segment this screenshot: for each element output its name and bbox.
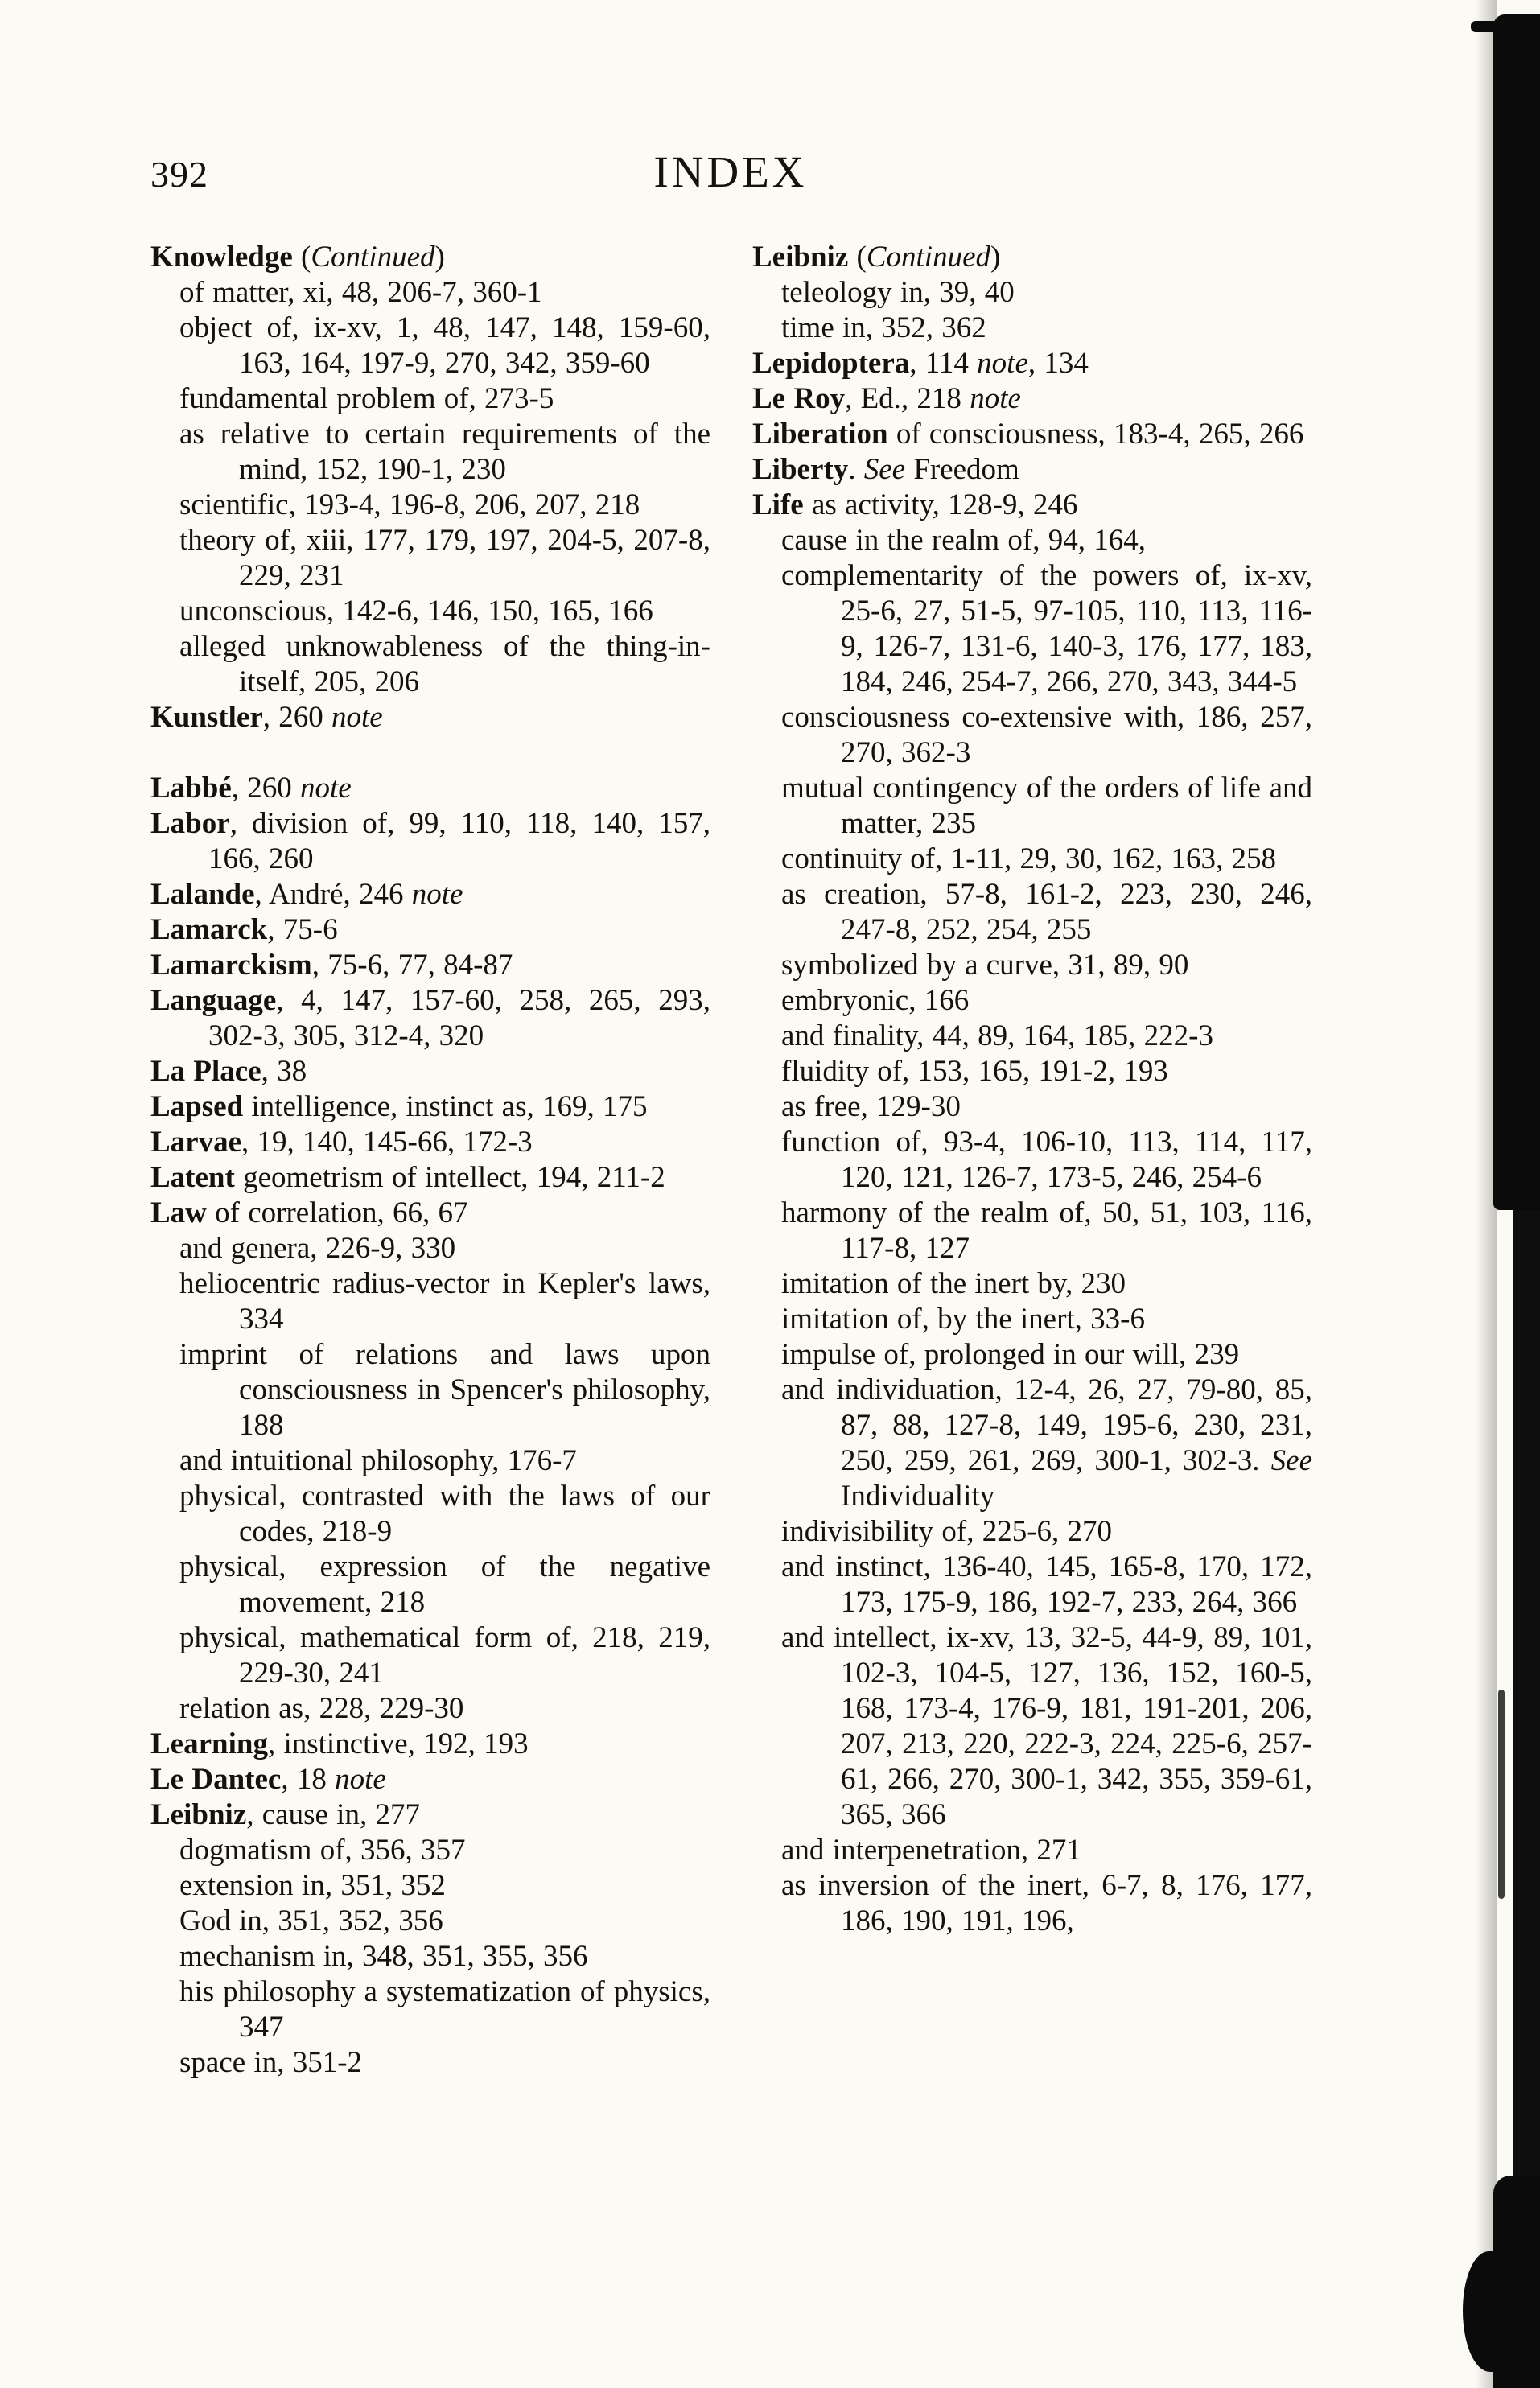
index-entry-text: space in, 351-2 (179, 2046, 363, 2079)
index-entry-text: heliocentric radius-vector in Kepler's laws, 334 (179, 1267, 710, 1336)
index-column-right (752, 240, 1312, 2081)
index-entry (150, 1337, 710, 1443)
index-entry (150, 948, 710, 983)
index-entry-text: theory of, xiii, 177, 179, 197, 204-5, 207-8, 229, 231 (179, 524, 710, 592)
index-entry (150, 240, 710, 275)
index-entry-text: , 75-6, 77, 84-87 (311, 949, 513, 982)
index-entry-text: , 4, 147, 157-60, 258, 265, 293, 302-3, 305, 312-4, 320 (208, 984, 710, 1052)
index-entry (150, 983, 710, 1054)
index-entry-text: , Ed., 218 (845, 382, 970, 415)
index-entry (150, 311, 710, 381)
index-entry-text: and genera, 226-9, 330 (179, 1232, 456, 1265)
index-entry-text: note (977, 347, 1028, 380)
index-entry (752, 1620, 1312, 1833)
index-entry (752, 381, 1312, 417)
index-entry-text: ) (434, 241, 445, 274)
index-entry (752, 488, 1312, 523)
index-entry (752, 311, 1312, 346)
index-entry (150, 1443, 710, 1479)
index-entry-text: Individuality (841, 1480, 995, 1513)
index-entry (150, 912, 710, 948)
index-entry-text: note (300, 772, 352, 805)
scan-artifact-notch (1471, 21, 1498, 32)
index-entry (752, 1373, 1312, 1514)
index-entry (752, 948, 1312, 983)
index-entry-text: harmony of the realm of, 50, 51, 103, 116, 117-8, 127 (781, 1196, 1312, 1265)
index-entry-text: and intuitional philosophy, 176-7 (179, 1444, 577, 1477)
index-entry-text: of matter, xi, 48, 206-7, 360-1 (179, 276, 542, 309)
index-entry (150, 1691, 710, 1727)
index-entry-text: ( (848, 241, 867, 274)
index-entry (752, 1514, 1312, 1550)
index-entry-text: and instinct, 136-40, 145, 165-8, 170, 172, 173, 175-9, 186, 192-7, 233, 264, 366 (781, 1550, 1312, 1619)
index-entry (752, 1550, 1312, 1620)
index-entry-text: cause in the realm of, 94, 164, (781, 524, 1146, 557)
index-entry-text: fluidity of, 153, 165, 191-2, 193 (781, 1055, 1168, 1088)
index-headword: Leibniz (752, 241, 849, 274)
index-entry-text: God in, 351, 352, 356 (179, 1904, 443, 1937)
index-entry-text: consciousness co-extensive with, 186, 257, 270, 362-3 (781, 701, 1312, 769)
index-entry-text: note (331, 701, 383, 734)
index-entry-text: physical, contrasted with the laws of our codes, 218-9 (179, 1480, 710, 1548)
index-entry-text: as creation, 57-8, 161-2, 223, 230, 246, 247-8, 252, 254, 255 (781, 878, 1312, 946)
index-entry (150, 381, 710, 417)
index-entry-text: , division of, 99, 110, 118, 140, 157, 166, 260 (208, 807, 710, 875)
index-entry (150, 1550, 710, 1620)
index-headword: Kunstler (150, 701, 263, 734)
index-headword: Liberty (752, 453, 849, 486)
index-entry-text: as free, 129-30 (781, 1090, 961, 1123)
index-columns (150, 240, 1312, 2081)
index-column-left (150, 240, 710, 2081)
scan-artifact-streak (1498, 1690, 1505, 1899)
index-entry (150, 771, 710, 806)
index-entry (752, 1868, 1312, 1939)
index-entry-text: , 38 (261, 1055, 307, 1088)
index-entry (150, 1231, 710, 1266)
index-entry (150, 629, 710, 700)
index-entry (150, 1125, 710, 1160)
index-headword: Larvae (150, 1126, 242, 1159)
index-entry-text: continuity of, 1-11, 29, 30, 162, 163, 258 (781, 842, 1277, 875)
index-headword: Language (150, 984, 277, 1017)
index-entry (150, 1974, 710, 2045)
index-entry-text: imitation of, by the inert, 33-6 (781, 1303, 1145, 1336)
section-break (150, 735, 710, 771)
index-entry (150, 1089, 710, 1125)
index-entry-text: physical, expression of the negative movement, 218 (179, 1550, 710, 1619)
index-entry-text: , 19, 140, 145-66, 172-3 (241, 1126, 533, 1159)
index-entry (752, 275, 1312, 311)
index-entry-text: . (848, 453, 864, 486)
index-entry-text: impulse of, prolonged in our will, 239 (781, 1338, 1240, 1371)
index-entry (752, 1019, 1312, 1054)
index-entry-text: , cause in, 277 (246, 1798, 420, 1831)
index-entry-text: mechanism in, 348, 351, 355, 356 (179, 1940, 588, 1973)
index-entry-text: ) (990, 241, 1001, 274)
index-entry-text: , 134 (1027, 347, 1089, 380)
index-entry (752, 452, 1312, 488)
index-entry (150, 1939, 710, 1974)
index-entry-text: mutual contingency of the orders of life and matter, 235 (781, 772, 1312, 840)
index-entry (150, 1833, 710, 1868)
index-headword: Lalande (150, 878, 255, 911)
index-entry (150, 1727, 710, 1762)
index-entry-text: note (411, 878, 463, 911)
index-entry-text: intelligence, instinct as, 169, 175 (243, 1090, 648, 1123)
index-entry-text: dogmatism of, 356, 357 (179, 1834, 466, 1867)
index-entry (752, 842, 1312, 877)
index-entry-text: geometrism of intellect, 194, 211-2 (234, 1161, 665, 1194)
index-headword: Learning (150, 1727, 268, 1760)
index-entry-text: Freedom (905, 453, 1019, 486)
index-entry (752, 1302, 1312, 1337)
index-headword: Lapsed (150, 1090, 244, 1123)
index-headword: Lamarckism (150, 949, 312, 982)
index-entry-text: as relative to certain requirements of the mind, 152, 190-1, 230 (179, 418, 710, 486)
scan-artifact-band-mid (1513, 1210, 1540, 2176)
index-entry-text: and intellect, ix-xv, 13, 32-5, 44-9, 89, 101, 102-3, 104-5, 127, 136, 152, 160-5, 168, 173-4, 176-9, 181, 191-201, 206, 207, 213, 220, 222-3, 224, 225-6, 257-61, 266, 270, 300-1, 342, 355, 359-61, 365, 366 (781, 1621, 1312, 1831)
index-headword: Law (150, 1196, 207, 1229)
index-headword: Labbé (150, 772, 232, 805)
index-entry-text: as inversion of the inert, 6-7, 8, 176, 177, 186, 190, 191, 196, (781, 1869, 1312, 1937)
index-entry (752, 771, 1312, 842)
index-entry-text: symbolized by a curve, 31, 89, 90 (781, 949, 1189, 982)
page-number: 392 (150, 154, 208, 195)
index-entry-text: physical, mathematical form of, 218, 219, 229-30, 241 (179, 1621, 710, 1690)
index-entry-text: relation as, 228, 229-30 (179, 1692, 464, 1725)
index-entry-text: as activity, 128-9, 246 (803, 488, 1078, 521)
index-entry-text: See (1270, 1444, 1312, 1477)
index-headword: Liberation (752, 418, 888, 451)
index-headword: Le Dantec (150, 1763, 282, 1796)
index-entry-text: and individuation, 12-4, 26, 27, 79-80, 85, 87, 88, 127-8, 149, 195-6, 230, 231, 250, 259, 261, 269, 300-1, 302-3. (781, 1373, 1312, 1477)
index-entry-text: note (970, 382, 1021, 415)
index-entry-text: teleology in, 39, 40 (781, 276, 1015, 309)
index-entry-text: complementarity of the powers of, ix-xv, 25-6, 27, 51-5, 97-105, 110, 113, 116-9, 126-7, 131-6, 140-3, 176, 177, 183, 184, 246, 254-7, 266, 270, 343, 344-5 (781, 559, 1312, 698)
index-entry-text: Continued (311, 241, 435, 274)
index-entry-text: See (863, 453, 906, 486)
index-entry-text: function of, 93-4, 106-10, 113, 114, 117, 120, 121, 126-7, 173-5, 246, 254-6 (781, 1126, 1312, 1194)
index-headword: Leibniz (150, 1798, 247, 1831)
index-entry (150, 1868, 710, 1904)
index-headword: Labor (150, 807, 230, 840)
index-entry (150, 877, 710, 912)
index-headword: Life (752, 488, 804, 521)
index-entry-text: imitation of the inert by, 230 (781, 1267, 1126, 1300)
index-entry (150, 700, 710, 735)
index-entry-text: embryonic, 166 (781, 984, 970, 1017)
index-entry-text: of correlation, 66, 67 (206, 1196, 468, 1229)
index-entry-text: , 18 (281, 1763, 336, 1796)
index-entry (150, 1054, 710, 1089)
index-entry (752, 1833, 1312, 1868)
index-headword: Knowledge (150, 241, 293, 274)
index-entry-text: indivisibility of, 225-6, 270 (781, 1515, 1113, 1548)
index-entry-text: time in, 352, 362 (781, 311, 986, 344)
index-entry (752, 1266, 1312, 1302)
index-entry-text: scientific, 193-4, 196-8, 206, 207, 218 (179, 488, 640, 521)
index-entry-text: , André, 246 (254, 878, 412, 911)
index-entry (150, 1479, 710, 1550)
index-entry-text: his philosophy a systematization of physics, 347 (179, 1975, 710, 2044)
index-entry-text: , 260 (262, 701, 332, 734)
index-entry (752, 877, 1312, 948)
index-entry (150, 1196, 710, 1231)
index-entry (752, 1196, 1312, 1266)
index-entry (752, 1054, 1312, 1089)
index-entry (150, 417, 710, 488)
index-entry (752, 1089, 1312, 1125)
index-entry (752, 983, 1312, 1019)
scan-artifact-band-top (1493, 14, 1540, 1210)
index-entry-text: and interpenetration, 271 (781, 1834, 1081, 1867)
index-entry (752, 523, 1312, 558)
index-headword: La Place (150, 1055, 261, 1088)
index-entry (150, 2045, 710, 2081)
index-entry (150, 488, 710, 523)
index-entry-text: , 114 (909, 347, 978, 380)
index-entry-text: note (335, 1763, 386, 1796)
index-headword: Latent (150, 1161, 235, 1194)
index-entry-text: , instinctive, 192, 193 (267, 1727, 529, 1760)
index-entry-text: fundamental problem of, 273-5 (179, 382, 554, 415)
index-entry (150, 1762, 710, 1797)
index-entry (752, 700, 1312, 771)
index-entry-text: alleged unknowableness of the thing-in-itself, 205, 206 (179, 630, 710, 698)
index-entry-text: imprint of relations and laws upon consciousness in Spencer's philosophy, 188 (179, 1338, 710, 1442)
index-entry-text: Continued (866, 241, 990, 274)
index-entry (752, 240, 1312, 275)
index-entry (752, 346, 1312, 381)
index-entry (752, 1337, 1312, 1373)
index-headword: Le Roy (752, 382, 846, 415)
index-entry-text: unconscious, 142-6, 146, 150, 165, 166 (179, 595, 653, 628)
index-entry-text: of consciousness, 183-4, 265, 266 (887, 418, 1304, 451)
index-entry-text: object of, ix-xv, 1, 48, 147, 148, 159-60, 163, 164, 197-9, 270, 342, 359-60 (179, 311, 710, 380)
index-entry (150, 1904, 710, 1939)
index-entry (150, 523, 710, 594)
index-entry (150, 1620, 710, 1691)
index-entry (752, 417, 1312, 452)
index-entry (150, 275, 710, 311)
index-entry-text: ( (292, 241, 311, 274)
index-headword: Lamarck (150, 913, 268, 946)
index-entry-text: and finality, 44, 89, 164, 185, 222-3 (781, 1019, 1213, 1052)
index-entry (752, 558, 1312, 700)
page-title: INDEX (653, 147, 808, 196)
index-entry (752, 1125, 1312, 1196)
index-entry-text: extension in, 351, 352 (179, 1869, 446, 1902)
index-entry (150, 1160, 710, 1196)
index-entry-text: , 75-6 (267, 913, 338, 946)
index-entry (150, 1797, 710, 1833)
index-headword: Lepidoptera (752, 347, 910, 380)
index-entry-text: , 260 (231, 772, 301, 805)
index-entry (150, 594, 710, 629)
scan-artifact-blob (1463, 2251, 1516, 2372)
index-entry (150, 1266, 710, 1337)
index-entry (150, 806, 710, 877)
